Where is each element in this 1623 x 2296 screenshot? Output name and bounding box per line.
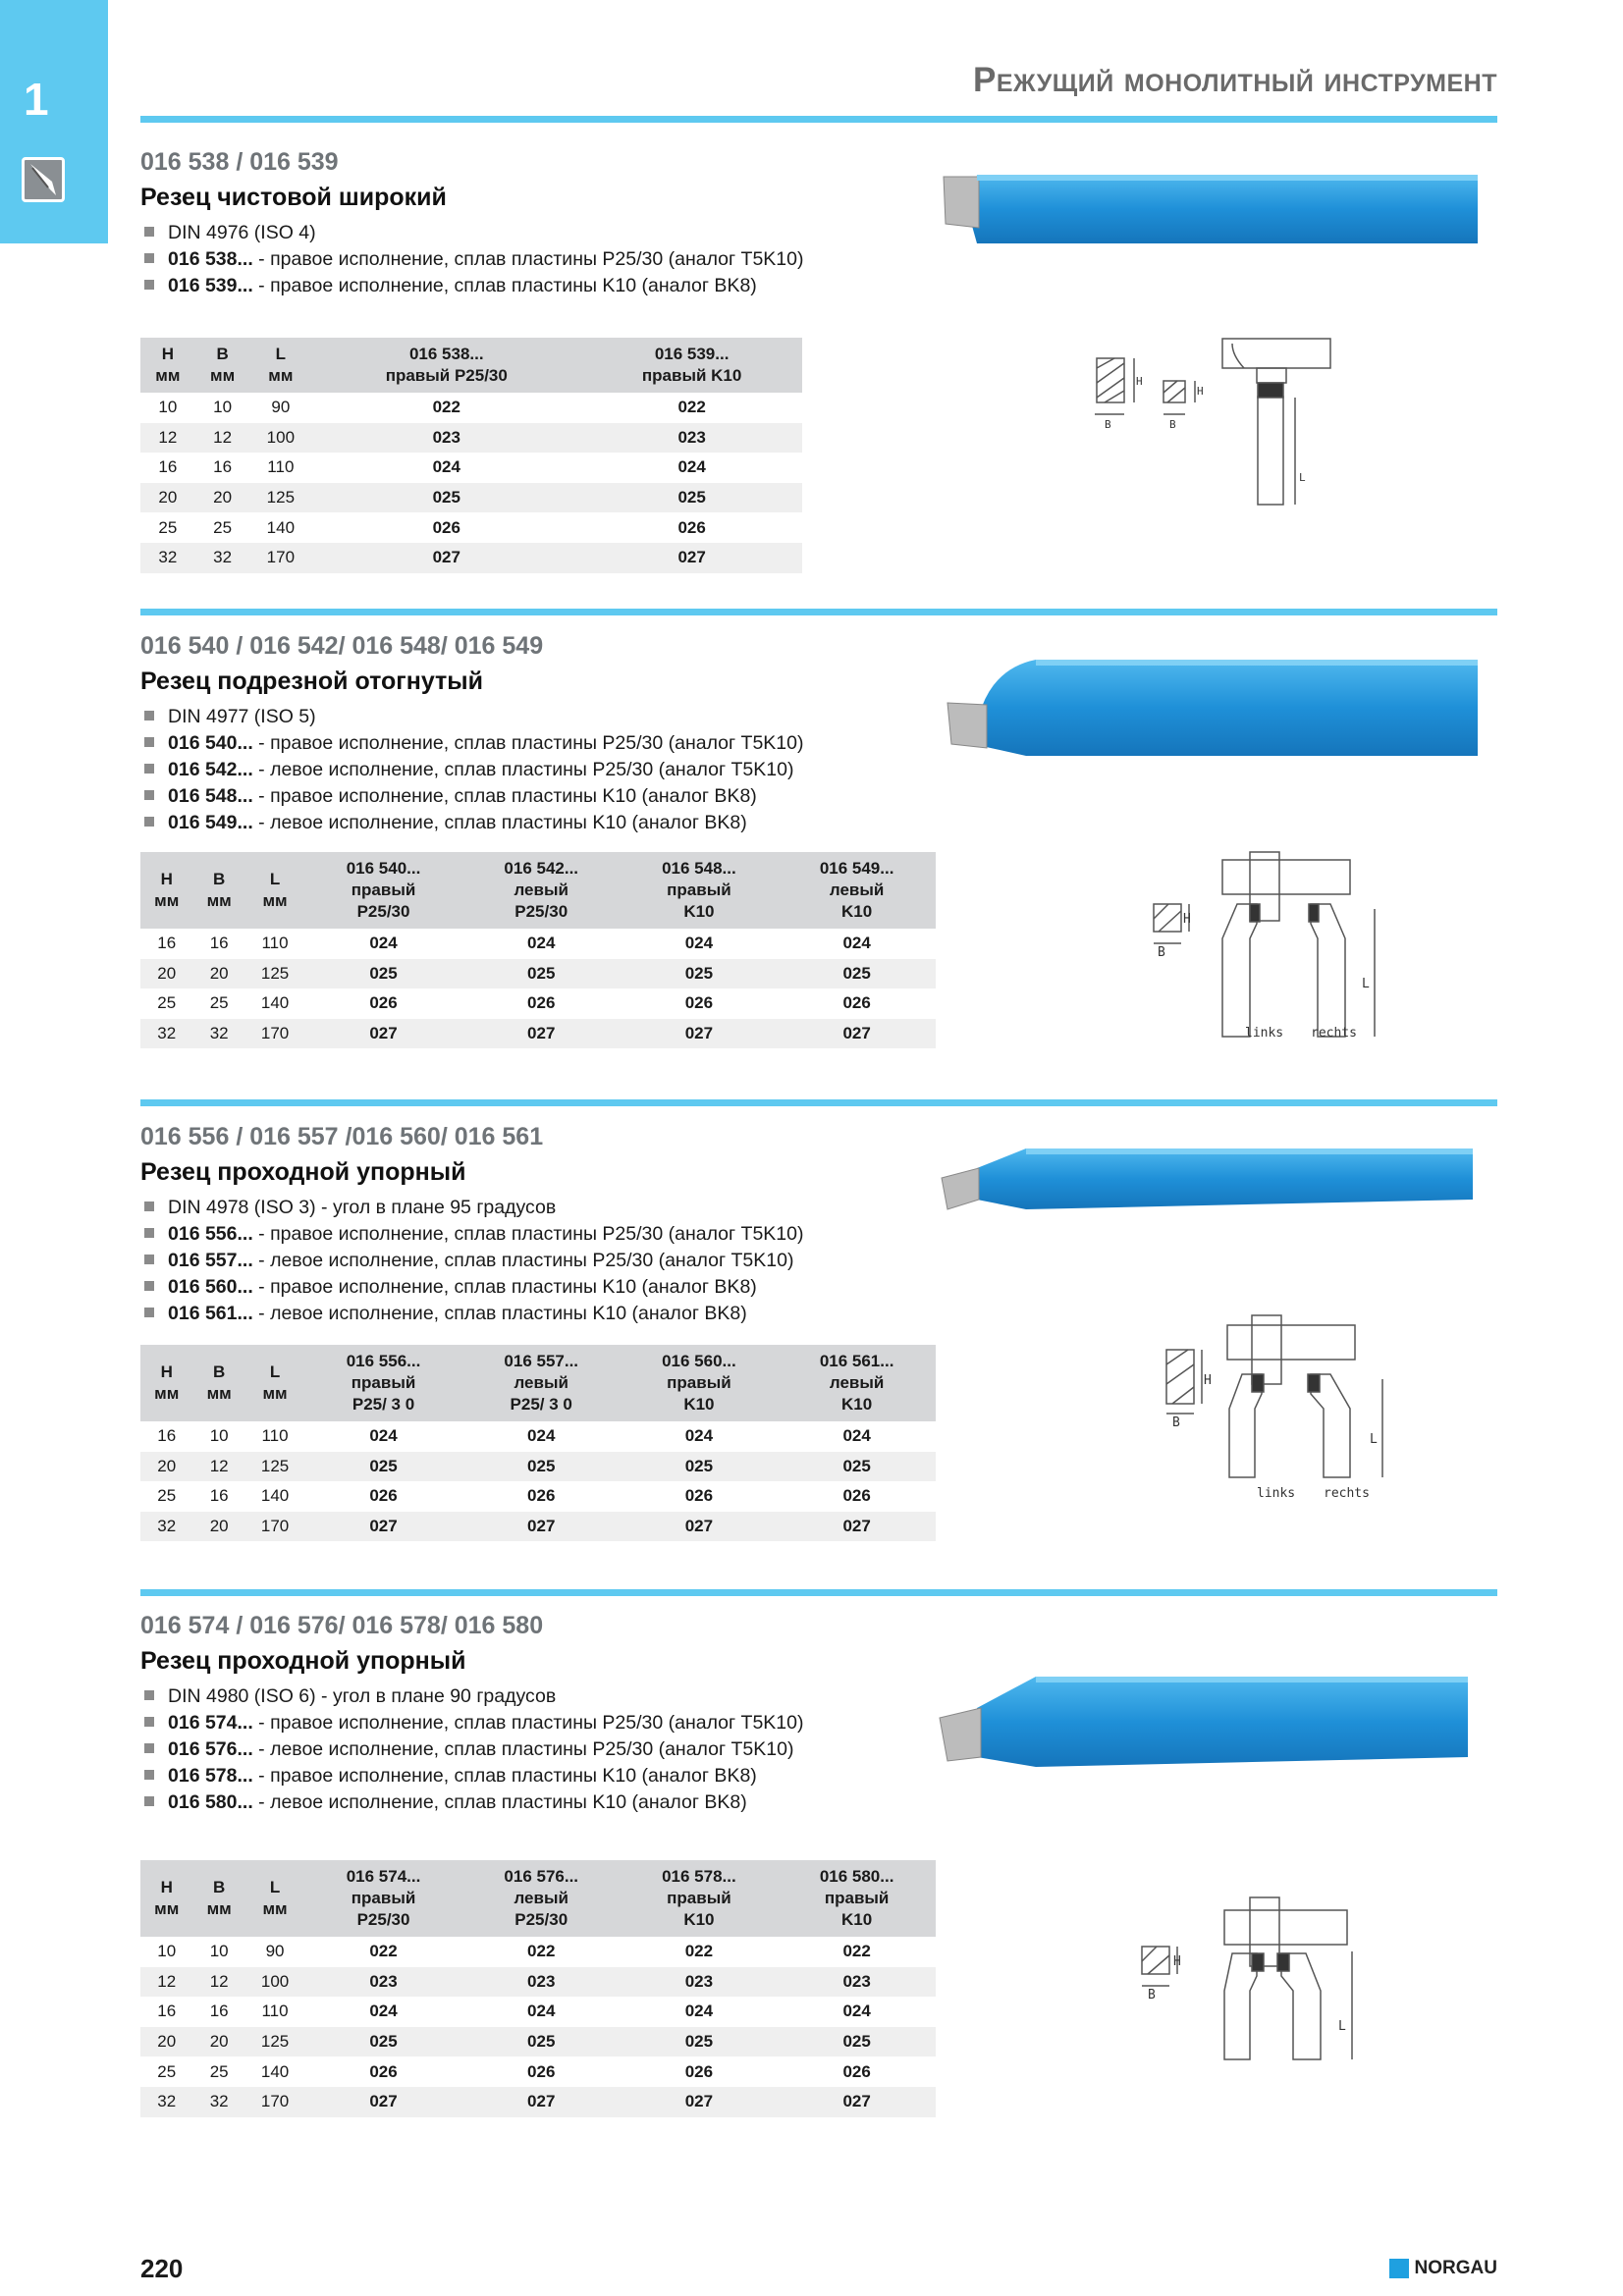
table-row (140, 929, 936, 959)
table-cell: 25 (157, 2061, 177, 2081)
table-cell: 125 (249, 483, 311, 513)
table-row (140, 1019, 936, 1049)
table-row (140, 512, 802, 543)
table-cell: 20 (195, 483, 250, 513)
svg-text:H: H (1204, 1373, 1212, 1388)
table-cell: 025 (621, 2027, 779, 2057)
column-header: 016 576... левый P25/30 (462, 1860, 621, 1937)
table-cell: 90 (265, 1942, 285, 1961)
table-cell: 125 (245, 1452, 304, 1482)
table-cell: 027 (462, 1512, 621, 1542)
cutting-tool-image (938, 1659, 1478, 1777)
table-cell: 110 (267, 457, 295, 477)
table-cell: 16 (209, 934, 229, 953)
table-cell: 170 (249, 543, 311, 573)
bullet: 016 580... - левое исполнение, сплав пластины K10 (аналог BK8) (140, 1789, 1497, 1816)
svg-text:B: B (1148, 1988, 1156, 2002)
table-cell: 027 (621, 1019, 779, 1049)
column-header: L мм (245, 852, 304, 929)
table-cell: 026 (369, 1486, 398, 1506)
table-row (140, 423, 802, 454)
table-cell: 25 (209, 993, 229, 1013)
table-cell: 024 (369, 934, 398, 953)
bullet: 016 538... - правое исполнение, сплав пластины P25/30 (аналог T5K10) (140, 246, 1497, 273)
table-cell: 024 (527, 934, 556, 953)
column-header: H мм (140, 1860, 192, 1937)
table-cell: 10 (209, 1426, 229, 1446)
page-header-title: Режущий монолитный инструмент (972, 61, 1497, 99)
table-row (140, 453, 802, 483)
table-cell: 90 (271, 398, 291, 417)
spec-table (140, 852, 936, 1048)
bullet: DIN 4976 (ISO 4) (140, 220, 1497, 246)
table-cell: 125 (245, 2027, 304, 2057)
table-cell: 025 (621, 1452, 779, 1482)
table-cell: 027 (462, 2087, 621, 2117)
bullet: 016 560... - правое исполнение, сплав пластины K10 (аналог BK8) (140, 1274, 1497, 1301)
column-header: 016 542... левый P25/30 (462, 852, 621, 929)
table-cell: 022 (369, 1942, 398, 1961)
table-cell: 024 (842, 1426, 871, 1446)
dimension-diagram (1159, 1310, 1394, 1507)
bullet: 016 578... - правое исполнение, сплав пластины K10 (аналог BK8) (140, 1763, 1497, 1789)
bullet: 016 549... - левое исполнение, сплав пластины K10 (аналог BK8) (140, 810, 1497, 836)
table-row (140, 1452, 936, 1482)
table-header-row (140, 338, 802, 393)
table-cell: 16 (157, 2002, 177, 2021)
table-cell: 140 (260, 2061, 290, 2081)
table-cell: 32 (140, 2087, 192, 2117)
table-cell: 023 (311, 423, 581, 454)
table-row (140, 959, 936, 989)
page-number: 220 (140, 2254, 184, 2283)
svg-text:H: H (1173, 1954, 1181, 1969)
column-header: 016 557... левый P25/ 3 0 (462, 1345, 621, 1421)
table-cell: 026 (527, 993, 556, 1013)
table-cell: 024 (527, 1426, 556, 1446)
table-cell: 25 (209, 2061, 229, 2081)
table-cell: 026 (527, 1486, 556, 1506)
cutting-tool-image (938, 1139, 1483, 1237)
dimension-diagram (1085, 334, 1345, 510)
svg-text:links: links (1257, 1486, 1296, 1501)
dimension-diagram (1134, 1893, 1370, 2074)
bullet: 016 539... - правое исполнение, сплав пластины K10 (аналог BK8) (140, 273, 1497, 299)
table-cell: 12 (140, 423, 195, 454)
table-cell: 125 (245, 959, 304, 989)
column-header: H мм (140, 338, 195, 393)
table-cell: 026 (677, 517, 706, 537)
table-row (140, 1421, 936, 1452)
column-header: 016 539... правый K10 (581, 338, 802, 393)
table-cell: 25 (213, 517, 233, 537)
column-header: 016 540... правый P25/30 (304, 852, 462, 929)
column-header: 016 560... правый K10 (621, 1345, 779, 1421)
svg-text:H: H (1183, 912, 1191, 927)
table-cell: 026 (684, 2061, 714, 2081)
column-header: 016 578... правый K10 (621, 1860, 779, 1937)
column-header: B мм (195, 338, 250, 393)
table-cell: 022 (684, 1942, 714, 1961)
cutting-tool-icon (22, 157, 65, 202)
table-cell: 16 (209, 1486, 229, 1506)
table-cell: 20 (192, 2027, 244, 2057)
table-cell: 026 (432, 517, 460, 537)
column-header: L мм (249, 338, 311, 393)
table-cell: 025 (778, 1452, 936, 1482)
svg-text:H: H (1197, 385, 1204, 398)
table-cell: 20 (140, 2027, 192, 2057)
table-cell: 027 (778, 1512, 936, 1542)
table-row (140, 1937, 936, 1967)
column-header: H мм (140, 1345, 192, 1421)
column-header: 016 561... левый K10 (778, 1345, 936, 1421)
column-header: 016 556... правый P25/ 3 0 (304, 1345, 462, 1421)
section-codes: 016 574 / 016 576/ 016 578/ 016 580 (140, 1612, 544, 1639)
table-cell: 20 (140, 959, 192, 989)
bullet: 016 557... - левое исполнение, сплав пластины P25/30 (аналог T5K10) (140, 1248, 1497, 1274)
table-row (140, 1997, 936, 2027)
table-cell: 026 (527, 2061, 556, 2081)
header-rule (140, 116, 1497, 123)
table-cell: 140 (266, 517, 296, 537)
table-cell: 16 (209, 2002, 229, 2021)
table-cell: 027 (621, 1512, 779, 1542)
bullet: DIN 4978 (ISO 3) - угол в плане 95 градусов (140, 1195, 1497, 1221)
column-header: B мм (192, 1860, 244, 1937)
table-cell: 027 (304, 2087, 462, 2117)
table-cell: 024 (684, 934, 714, 953)
column-header: 016 549... левый K10 (778, 852, 936, 929)
table-cell: 110 (261, 1426, 289, 1446)
table-cell: 023 (621, 1967, 779, 1998)
dimension-diagram (1144, 850, 1384, 1046)
table-cell: 026 (842, 2061, 871, 2081)
table-cell: 027 (778, 2087, 936, 2117)
svg-text:B: B (1158, 945, 1165, 960)
column-header: L мм (245, 1860, 304, 1937)
table-cell: 25 (157, 993, 177, 1013)
table-cell: 024 (527, 2002, 556, 2021)
table-row (140, 543, 802, 573)
table-cell: 025 (462, 959, 621, 989)
bullet: DIN 4980 (ISO 6) - угол в плане 90 градусов (140, 1683, 1497, 1710)
table-cell: 027 (581, 543, 802, 573)
chapter-tab (0, 0, 108, 243)
table-row (140, 988, 936, 1019)
table-cell: 024 (369, 1426, 398, 1446)
table-cell: 025 (462, 1452, 621, 1482)
section-codes: 016 538 / 016 539 (140, 148, 339, 176)
table-cell: 170 (245, 1512, 304, 1542)
table-cell: 025 (778, 959, 936, 989)
brand-square-icon (1389, 2259, 1409, 2278)
table-cell: 12 (195, 423, 250, 454)
section-name: Резец проходной упорный (140, 1158, 466, 1186)
table-cell: 16 (158, 457, 178, 477)
table-cell: 170 (245, 2087, 304, 2117)
table-row (140, 2087, 936, 2117)
svg-text:L: L (1362, 977, 1370, 991)
bullet: 016 556... - правое исполнение, сплав пластины P25/30 (аналог T5K10) (140, 1221, 1497, 1248)
column-header: B мм (192, 852, 244, 929)
label-h: H (1136, 375, 1143, 388)
svg-text:B: B (1172, 1415, 1180, 1430)
table-cell: 025 (581, 483, 802, 513)
cutting-tool-image (938, 648, 1483, 774)
table-cell: 022 (432, 398, 460, 417)
table-cell: 022 (527, 1942, 556, 1961)
table-cell: 170 (245, 1019, 304, 1049)
table-cell: 100 (245, 1967, 304, 1998)
bullet: DIN 4977 (ISO 5) (140, 704, 1497, 730)
table-cell: 024 (369, 2002, 398, 2021)
table-cell: 025 (778, 2027, 936, 2057)
cutting-tool-image (938, 167, 1483, 251)
table-cell: 023 (462, 1967, 621, 1998)
bullet: 016 540... - правое исполнение, сплав пластины P25/30 (аналог T5K10) (140, 730, 1497, 757)
table-cell: 027 (304, 1512, 462, 1542)
label-l: L (1299, 471, 1306, 484)
table-row (140, 2027, 936, 2057)
label-b: B (1105, 418, 1111, 431)
table-cell: 027 (621, 2087, 779, 2117)
section-codes: 016 556 / 016 557 /016 560/ 016 561 (140, 1123, 544, 1150)
table-cell: 10 (209, 1942, 229, 1961)
column-header: B мм (192, 1345, 244, 1421)
section-name: Резец подрезной отогнутый (140, 667, 483, 695)
table-cell: 32 (195, 543, 250, 573)
table-cell: 16 (157, 934, 177, 953)
table-cell: 140 (260, 993, 290, 1013)
table-cell: 024 (842, 2002, 871, 2021)
bullet: 016 574... - правое исполнение, сплав пластины P25/30 (аналог T5K10) (140, 1710, 1497, 1736)
table-cell: 12 (192, 1452, 244, 1482)
table-cell: 110 (261, 934, 289, 953)
table-cell: 20 (140, 483, 195, 513)
table-row (140, 1967, 936, 1998)
table-cell: 027 (304, 1019, 462, 1049)
table-cell: 025 (462, 2027, 621, 2057)
table-cell: 026 (842, 993, 871, 1013)
svg-text:B: B (1169, 418, 1176, 431)
table-row (140, 1512, 936, 1542)
brand-logo (1389, 2258, 1497, 2279)
table-cell: 026 (369, 993, 398, 1013)
section-codes: 016 540 / 016 542/ 016 548/ 016 549 (140, 632, 544, 660)
table-cell: 25 (157, 1486, 177, 1506)
table-cell: 10 (158, 398, 178, 417)
column-header: H мм (140, 852, 192, 929)
table-cell: 026 (842, 1486, 871, 1506)
table-cell: 024 (677, 457, 706, 477)
table-cell: 027 (778, 1019, 936, 1049)
table-cell: 024 (432, 457, 460, 477)
svg-text:L: L (1370, 1432, 1378, 1447)
table-cell: 026 (684, 993, 714, 1013)
table-header-row (140, 852, 936, 929)
table-cell: 023 (778, 1967, 936, 1998)
brand-name: NORGAU (1414, 2258, 1497, 2278)
section-name: Резец чистовой широкий (140, 184, 447, 211)
table-cell: 32 (140, 1512, 192, 1542)
table-cell: 022 (842, 1942, 871, 1961)
table-row (140, 393, 802, 423)
table-row (140, 1481, 936, 1512)
bullet: 016 548... - правое исполнение, сплав пластины K10 (аналог BK8) (140, 783, 1497, 810)
table-cell: 023 (581, 423, 802, 454)
table-cell: 32 (140, 543, 195, 573)
table-cell: 025 (304, 1452, 462, 1482)
table-cell: 140 (260, 1486, 290, 1506)
table-cell: 16 (157, 1426, 177, 1446)
bullet: 016 561... - левое исполнение, сплав пластины K10 (аналог BK8) (140, 1301, 1497, 1327)
table-cell: 32 (192, 2087, 244, 2117)
table-cell: 025 (311, 483, 581, 513)
table-cell: 023 (304, 1967, 462, 1998)
column-header: 016 580... правый K10 (778, 1860, 936, 1937)
table-cell: 026 (369, 2061, 398, 2081)
chapter-number: 1 (24, 74, 49, 125)
bullet: 016 576... - левое исполнение, сплав пластины P25/30 (аналог T5K10) (140, 1736, 1497, 1763)
table-cell: 024 (684, 1426, 714, 1446)
table-cell: 026 (684, 1486, 714, 1506)
label-links: links (1245, 1026, 1284, 1041)
table-cell: 022 (677, 398, 706, 417)
table-cell: 027 (311, 543, 581, 573)
table-cell: 100 (249, 423, 311, 454)
table-row (140, 2056, 936, 2087)
table-cell: 20 (140, 1452, 192, 1482)
label-rechts: rechts (1311, 1026, 1357, 1041)
table-header-row (140, 1860, 936, 1937)
table-row (140, 483, 802, 513)
section-name: Резец проходной упорный (140, 1647, 466, 1675)
table-cell: 20 (192, 1512, 244, 1542)
table-header-row (140, 1345, 936, 1421)
table-cell: 025 (621, 959, 779, 989)
bullet: 016 542... - левое исполнение, сплав пластины P25/30 (аналог T5K10) (140, 757, 1497, 783)
column-header: 016 574... правый P25/30 (304, 1860, 462, 1937)
spec-table (140, 1345, 936, 1541)
table-cell: 32 (192, 1019, 244, 1049)
table-cell: 025 (304, 959, 462, 989)
table-cell: 110 (261, 2002, 289, 2021)
table-cell: 16 (213, 457, 233, 477)
table-cell: 25 (158, 517, 178, 537)
table-cell: 32 (140, 1019, 192, 1049)
column-header: L мм (245, 1345, 304, 1421)
spec-table (140, 338, 802, 573)
table-cell: 12 (192, 1967, 244, 1998)
table-cell: 12 (140, 1967, 192, 1998)
table-cell: 20 (192, 959, 244, 989)
table-cell: 024 (842, 934, 871, 953)
table-cell: 10 (213, 398, 233, 417)
table-cell: 027 (462, 1019, 621, 1049)
svg-text:rechts: rechts (1324, 1486, 1370, 1501)
column-header: 016 538... правый P25/30 (311, 338, 581, 393)
spec-table (140, 1860, 936, 2117)
table-cell: 024 (684, 2002, 714, 2021)
table-cell: 10 (157, 1942, 177, 1961)
svg-text:L: L (1338, 2019, 1346, 2034)
column-header: 016 548... правый K10 (621, 852, 779, 929)
table-cell: 025 (304, 2027, 462, 2057)
